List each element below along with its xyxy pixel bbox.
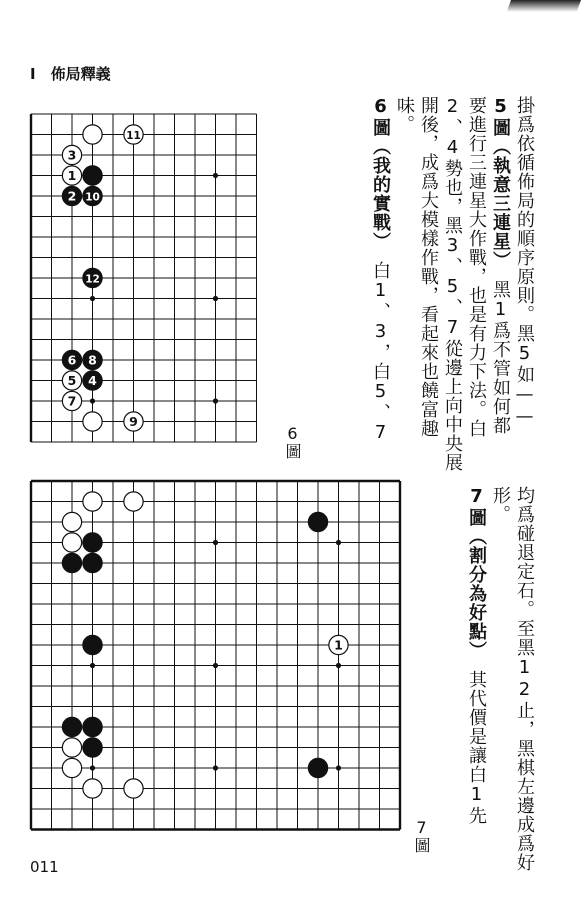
- stone-move-number: 6: [67, 352, 77, 368]
- white-stone: [62, 533, 81, 552]
- body-text: 掛爲依循佈局的順序原則。黑5如——: [514, 96, 535, 428]
- section-heading: 5圖（執意三連星）: [490, 96, 511, 261]
- stone-move-number: 1: [67, 168, 77, 183]
- diagram-6-star-point: [213, 296, 218, 301]
- diagram-6-star-point: [90, 296, 95, 301]
- body-text: 要進行三連星大作戰，也是有力下法。白: [466, 96, 487, 438]
- body-text: 味。: [394, 96, 415, 134]
- text-bottom-column: [515, 486, 533, 872]
- running-header: I 佈局釋義: [30, 65, 111, 83]
- section-heading: 6圖（我的實戰）: [370, 96, 391, 242]
- stone-move-number: 1: [334, 637, 343, 653]
- text-top-column: [491, 96, 509, 435]
- text-bottom-column: [467, 486, 485, 825]
- stone-move-number: 11: [126, 130, 141, 142]
- stone-move-number: 5: [67, 373, 77, 388]
- white-stone: [83, 779, 102, 798]
- stone-move-number: 10: [85, 191, 100, 204]
- diagram-7-star-point: [90, 765, 95, 770]
- black-stone: [83, 738, 102, 757]
- stone-move-number: 8: [88, 352, 97, 368]
- black-stone: [62, 553, 81, 572]
- body-text: 白1、3，白5、7: [370, 242, 391, 444]
- stone-move-number: 2: [67, 188, 77, 204]
- diagram-7-star-point: [213, 540, 218, 545]
- section-heading: 7圖（割分為好點）: [466, 486, 487, 651]
- body-text: 其代價是讓白1先: [466, 651, 487, 825]
- black-stone: [308, 512, 327, 531]
- diagram-6-label: 6圖: [283, 424, 302, 459]
- body-text: 黑1爲不管如何都: [490, 261, 511, 435]
- white-stone: [124, 779, 143, 798]
- diagram-6-star-point: [213, 173, 218, 178]
- diagram-7-label: 7圖: [412, 818, 431, 853]
- diagram-7-star-point: [90, 663, 95, 668]
- body-text: 形。: [490, 486, 511, 524]
- white-stone: [62, 738, 81, 757]
- text-bottom-column: [491, 486, 509, 524]
- black-stone: [83, 166, 102, 185]
- white-stone: [83, 492, 102, 511]
- diagram-7-star-point: [213, 765, 218, 770]
- body-text: 均爲碰退定石。至黑12止，黑棋左邊成爲好: [514, 486, 535, 872]
- text-top-column: [371, 96, 389, 444]
- black-stone: [308, 758, 327, 777]
- text-top-column: [419, 96, 437, 438]
- diagram-6-star-point: [90, 398, 95, 403]
- white-stone: [124, 492, 143, 511]
- diagram-6-group: [31, 114, 257, 442]
- text-top-column: [395, 96, 413, 134]
- diagram-7-star-point: [336, 663, 341, 668]
- body-text: 開後，成爲大模樣作戰，看起來也饒富趣: [418, 96, 439, 438]
- white-stone: [62, 758, 81, 777]
- text-top-column: [515, 96, 533, 428]
- white-stone: [83, 125, 102, 144]
- diagram-7-group: [31, 481, 400, 830]
- diagram-7-star-point: [336, 540, 341, 545]
- page-number: 011: [30, 858, 59, 876]
- black-stone: [83, 635, 102, 654]
- stone-move-number: 3: [67, 147, 77, 163]
- white-stone: [62, 512, 81, 531]
- stone-move-number: 4: [88, 373, 97, 388]
- stone-move-number: 9: [129, 414, 138, 429]
- text-top-column: [467, 96, 485, 438]
- text-top-column: [443, 96, 461, 472]
- stone-move-number: 7: [67, 393, 77, 409]
- black-stone: [83, 717, 102, 736]
- diagram-7-star-point: [336, 765, 341, 770]
- black-stone: [83, 553, 102, 572]
- black-stone: [62, 717, 81, 736]
- diagram-6-star-point: [213, 398, 218, 403]
- body-text: 2、4勢也，黑3、5、7從邊上向中央展: [442, 96, 463, 472]
- white-stone: [83, 412, 102, 431]
- diagram-7-star-point: [213, 663, 218, 668]
- stone-move-number: 12: [85, 273, 100, 286]
- black-stone: [83, 533, 102, 552]
